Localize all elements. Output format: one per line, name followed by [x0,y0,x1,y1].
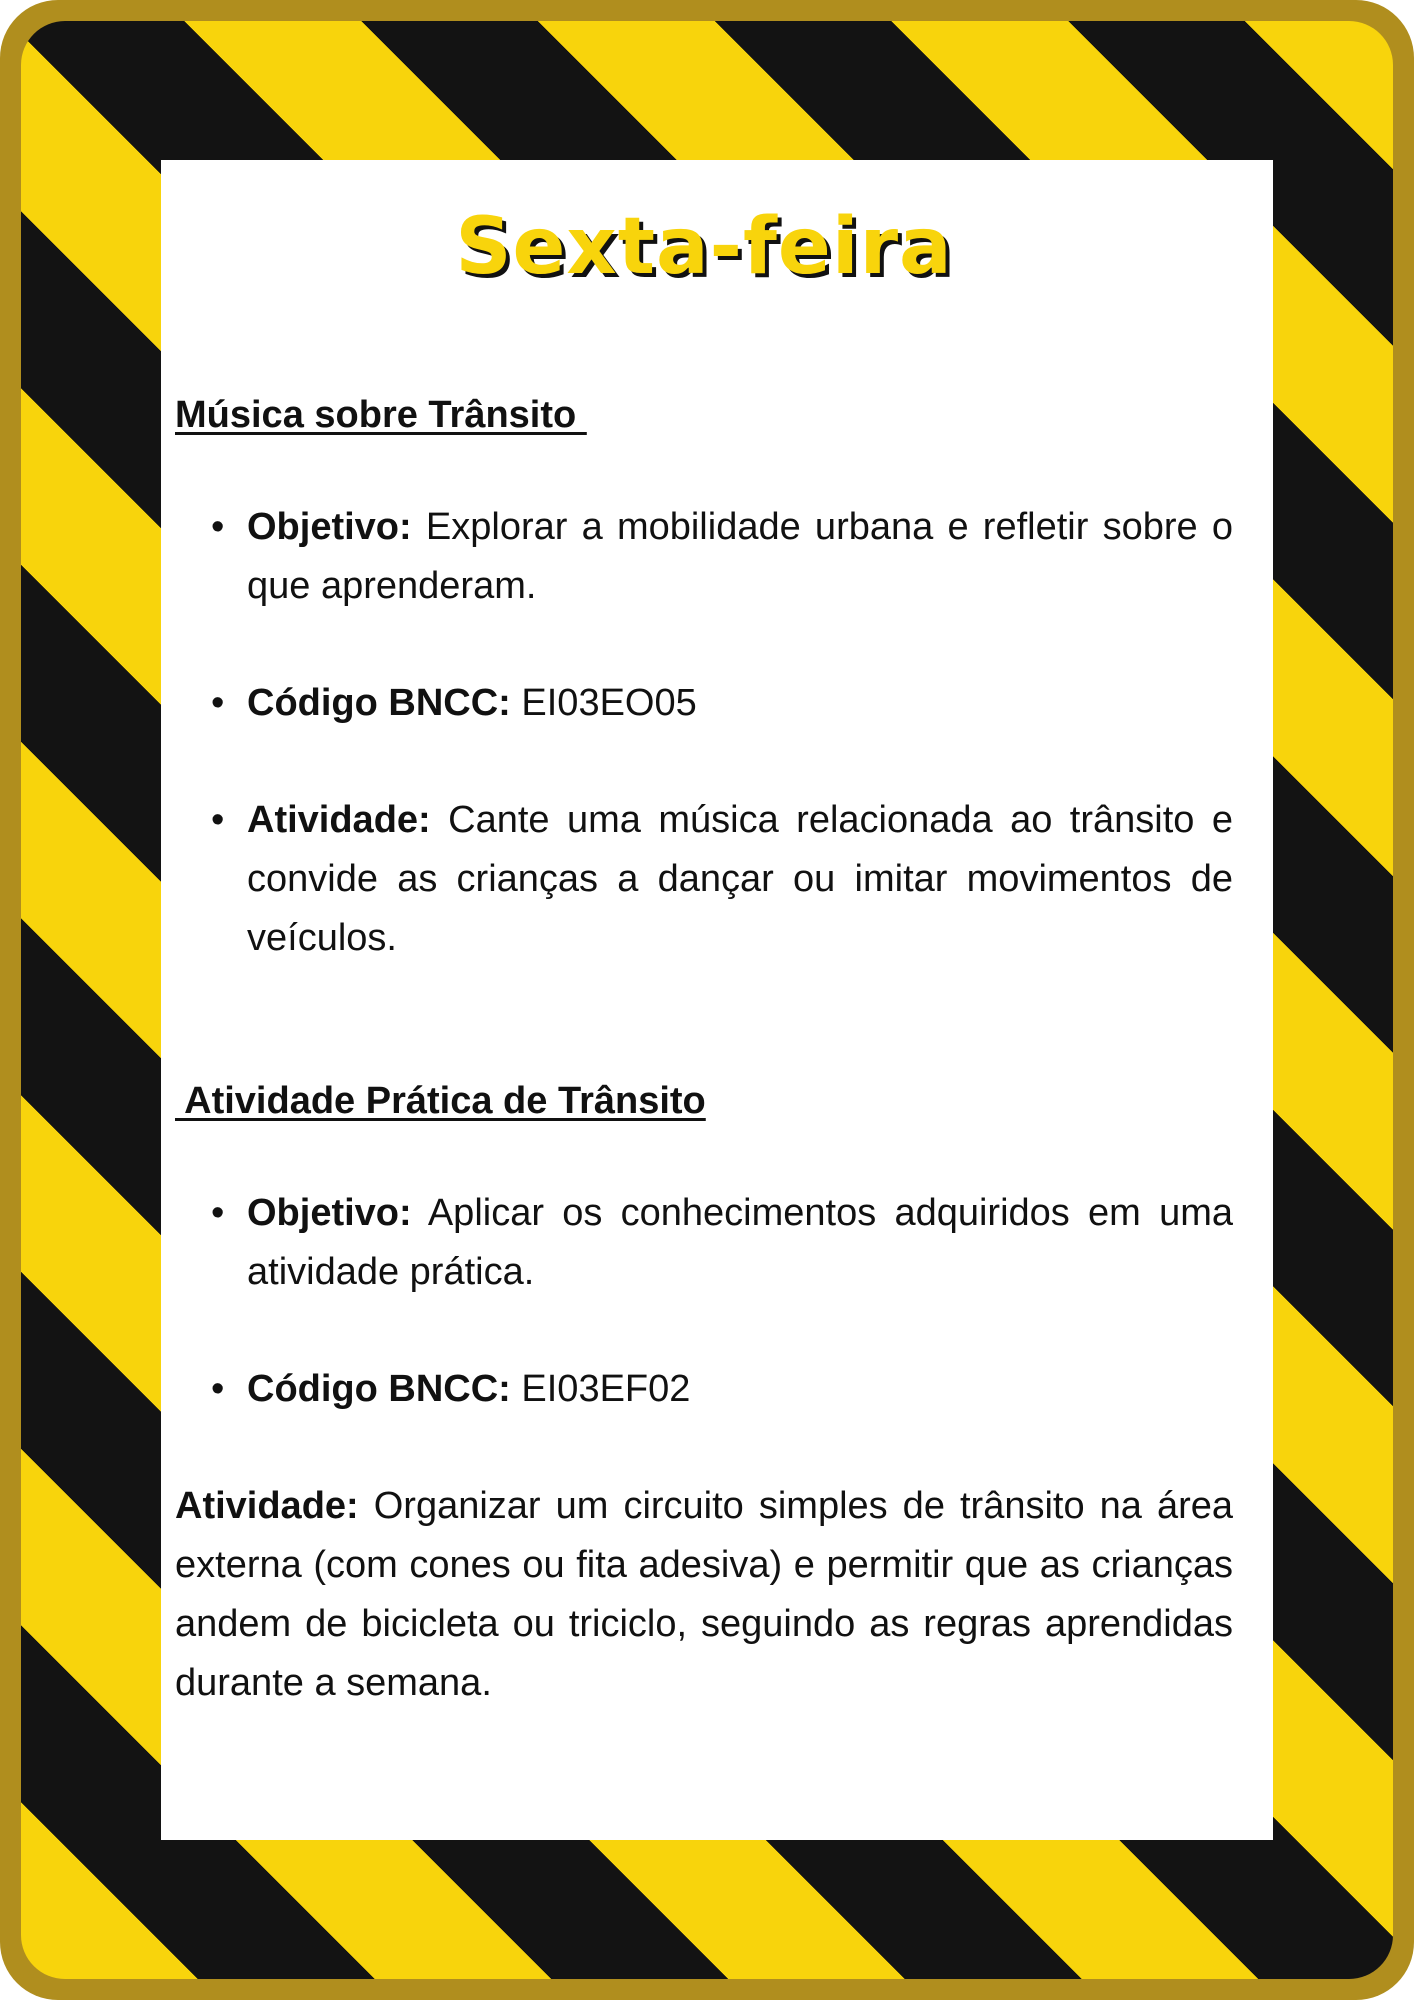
list-item-atividade [175,791,1233,968]
item-label: Objetivo: [247,506,412,548]
section-heading-atividade-pratica: Atividade Prática de Trânsito [175,1080,706,1122]
bullet-icon: • [211,682,225,724]
content-card [161,160,1273,1840]
closing-label: Atividade: [175,1485,359,1527]
item-label: Atividade: [247,799,431,841]
closing-paragraph-atividade [175,1477,1233,1713]
item-label: Objetivo: [247,1192,412,1234]
section-heading-musica: Música sobre Trânsito [175,394,587,436]
item-text: EI03EO05 [510,682,697,724]
bullet-icon: • [211,506,225,548]
item-label: Código BNCC: [247,1368,511,1410]
list-item-codigo-bncc [175,1360,1233,1419]
item-text: Cante uma música relacionada ao trânsito e convide as crianças a dançar ou imitar movimentos de veículos. [247,799,1233,959]
item-text: Aplicar os conhecimentos adquiridos em uma atividade prática. [247,1192,1233,1293]
bullet-icon: • [211,799,225,841]
list-item-objetivo [175,1184,1233,1302]
page-title: Sexta-feira [455,202,953,292]
item-text: EI03EF02 [510,1368,691,1410]
list-item-codigo-bncc [175,674,1233,733]
closing-text: Organizar um circuito simples de trânsito na área externa (com cones ou fita adesiva) e permitir que as crianças andem de bicicleta ou triciclo, seguindo as regras aprendidas durante a semana. [175,1485,1233,1704]
bullet-icon: • [211,1368,225,1410]
item-text: Explorar a mobilidade urbana e refletir sobre o que aprenderam. [247,506,1233,607]
item-label: Código BNCC: [247,682,511,724]
list-item-objetivo [175,498,1233,616]
bullet-icon: • [211,1192,225,1234]
section-list-atividade-pratica [175,1184,1233,1419]
section-list-musica [175,498,1233,968]
